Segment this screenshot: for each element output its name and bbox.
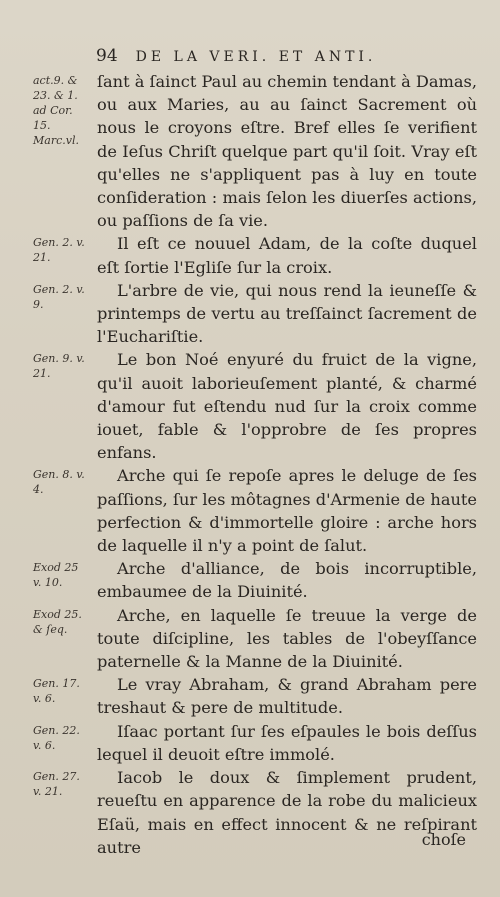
- margin-reference: Gen. 22. v. 6.: [33, 723, 80, 752]
- margin-reference: Exod 25 v. 10.: [33, 561, 79, 590]
- margin-reference: Gen. 2. v. 9.: [33, 282, 85, 311]
- margin-reference: Exod 25. & ſeq.: [33, 607, 82, 636]
- margin-reference: Gen. 17. v. 6.: [33, 677, 80, 706]
- margin-reference: Gen. 27. v. 21.: [33, 770, 80, 799]
- entry-text: L'arbre de vie, qui nous rend la ieuneſſe & printemps de vertu au treſſainct ſacrement de l'Euchariſtie.: [97, 280, 477, 347]
- entry-text: Arche qui ſe repoſe apres le deluge de ſes paſſions, ſur les môtagnes d'Armenie de haute perfection & d'immortelle gloire : arche hors de laquelle il n'y a point de ſalut.: [97, 466, 477, 556]
- entry-ark-rod: [0, 604, 500, 674]
- margin-reference: Gen. 9. v. 21.: [33, 352, 85, 381]
- margin-reference: Gen. 8. v. 4.: [33, 468, 85, 497]
- entry-text: Le bon Noé enyuré du fruict de la vigne, qu'il auoit laborieuſement planté, & charmé d'amour fut eſtendu nud ſur la croix comme iouet, fable & l'opprobre de ſes propres enfans.: [97, 350, 477, 463]
- running-head: DE LA VERI. ET ANTI.: [135, 49, 377, 65]
- entry-continuation: [0, 70, 500, 232]
- entry-text: Le vray Abraham, & grand Abraham pere treshaut & pere de multitude.: [97, 675, 477, 718]
- entry-text: ſant à ſainct Paul au chemin tendant à Damas, ou aux Maries, au au ſainct Sacrement où nous le croyons eſtre. Bref elles ſe verifient de Ieſus Chriſt quelque part qu'il ſoit. Vray eſt qu'elles ne s'appliquent pas à luy en toute conſideration : mais ſelon les diuerſes actions, ou paſſions de ſa vie.: [97, 72, 477, 231]
- entry-noah: [0, 348, 500, 464]
- margin-reference: act.9. & 23. & 1. ad Cor. 15. Marc.vl.: [33, 74, 79, 147]
- entry-text: Arche d'alliance, de bois incorruptible, embaumee de la Diuinité.: [97, 559, 477, 602]
- page-header: [96, 46, 466, 66]
- page-number: 94: [96, 46, 118, 66]
- entry-adam: [0, 232, 500, 278]
- page-body: [0, 70, 500, 859]
- entry-text: Il eſt ce nouuel Adam, de la coſte duquel eſt ſortie l'Egliſe ſur la croix.: [97, 234, 477, 277]
- catchword: choſe: [421, 830, 466, 849]
- entry-isaac: [0, 720, 500, 766]
- entry-text: Iacob le doux & ſimplement prudent, reueſtu en apparence de la robe du malicieux Eſaü, mais en effect innocent & ne reſpirant autre: [97, 768, 477, 857]
- entry-ark-of-covenant: [0, 557, 500, 603]
- entry-abraham: [0, 673, 500, 719]
- entry-text: Iſaac portant ſur ſes eſpaules le bois deſſus lequel il deuoit eſtre immolé.: [97, 721, 477, 764]
- entry-text: Arche, en laquelle ſe treuue la verge de toute diſcipline, les tables de l'obeyſſance paternelle & la Manne de la Diuinité.: [97, 605, 477, 672]
- entry-tree-of-life: [0, 279, 500, 349]
- margin-reference: Gen. 2. v. 21.: [33, 236, 85, 265]
- entry-ark: [0, 464, 500, 557]
